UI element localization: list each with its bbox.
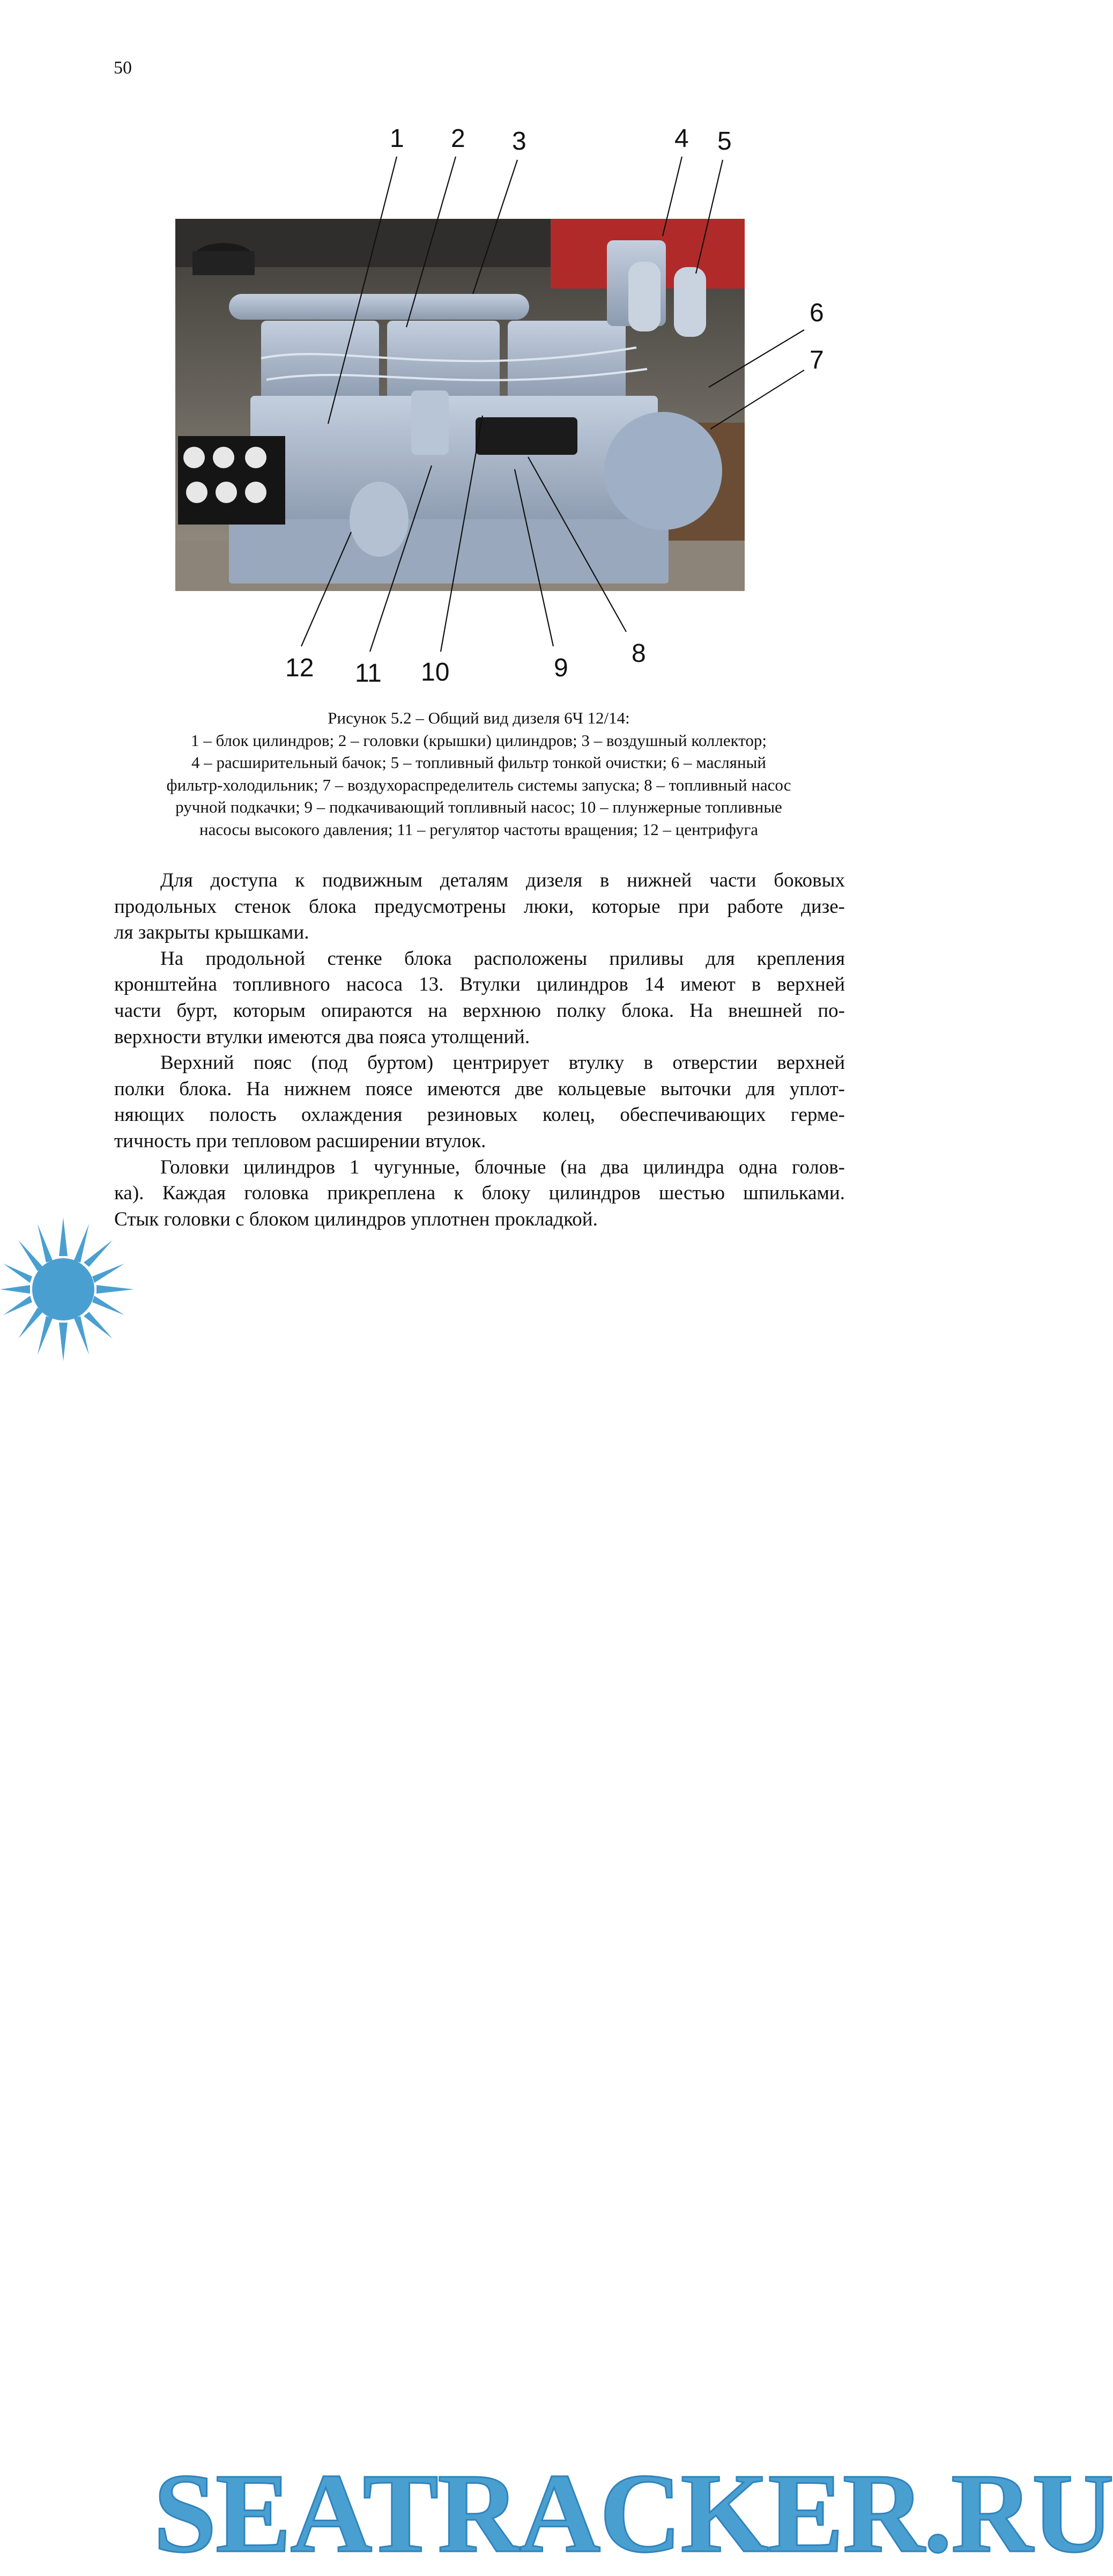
- caption-line: 4 – расширительный бачок; 5 – топливный фильтр тонкой очистки; 6 – масляный: [191, 753, 766, 772]
- callout-11: 11: [355, 659, 382, 688]
- paragraph-line: части бурт, которым опираются на верхнюю полку блока. На внешней по-: [114, 999, 845, 1022]
- diesel-engine-photo: [175, 219, 745, 591]
- callout-9: 9: [554, 654, 568, 682]
- paragraph-line: Для доступа к подвижным деталям дизеля в нижней части боковых: [160, 869, 845, 891]
- caption-line: ручной подкачки; 9 – подкачивающий топливный насос; 10 – плунжерные топливные: [175, 798, 782, 816]
- paragraph-line: тичность при тепловом расширении втулок.: [114, 1130, 486, 1152]
- watermark-text: SEATRACKER.RU: [153, 2450, 1113, 2576]
- caption-title: Рисунок 5.2 – Общий вид дизеля 6Ч 12/14:: [328, 708, 630, 727]
- callout-1: 1: [390, 124, 404, 153]
- caption-line: 1 – блок цилиндров; 2 – головки (крышки) цилиндров; 3 – воздушный коллектор;: [190, 730, 767, 750]
- callout-3: 3: [512, 127, 526, 156]
- paragraph-line: полки блока. На нижнем поясе имеются две кольцевые выточки для уплот-: [114, 1077, 845, 1100]
- callout-10: 10: [421, 658, 450, 687]
- callout-6: 6: [810, 299, 824, 327]
- paragraph-line: ля закрыты крышками.: [114, 921, 309, 944]
- body-text: [114, 868, 845, 1232]
- paragraph-line: верхности втулки имеются два пояса утолщений.: [114, 1025, 530, 1048]
- callout-5: 5: [717, 127, 732, 156]
- watermark: [0, 1217, 1113, 2576]
- sun-burst-icon: [0, 1217, 161, 1361]
- callout-4: 4: [674, 124, 689, 153]
- caption-line: фильтр-холодильник; 7 – воздухораспределитель системы запуска; 8 – топливный насос: [166, 775, 791, 794]
- paragraph-line: На продольной стенке блока расположены приливы для крепления: [160, 947, 845, 970]
- callout-12: 12: [285, 654, 314, 682]
- callout-7: 7: [810, 346, 824, 374]
- callout-2: 2: [451, 124, 465, 153]
- caption-line: насосы высокого давления; 11 – регулятор частоты вращения; 12 – центрифуга: [199, 820, 759, 839]
- paragraph-line: Головки цилиндров 1 чугунные, блочные (на два цилиндра одна голов-: [160, 1156, 845, 1178]
- paragraph-line: няющих полость охлаждения резиновых колец, обеспечивающих герме-: [114, 1104, 845, 1126]
- callout-8: 8: [632, 639, 646, 668]
- paragraph-line: ка). Каждая головка прикреплена к блоку цилиндров шестью шпильками.: [114, 1182, 845, 1205]
- paragraph-line: Стык головки с блоком цилиндров уплотнен прокладкой.: [114, 1208, 598, 1230]
- paragraph-line: Верхний пояс (под буртом) центрирует втулку в отверстии верхней: [160, 1052, 845, 1074]
- paragraph-line: кронштейна топливного насоса 13. Втулки цилиндров 14 имеют в верхней: [114, 973, 845, 996]
- page-number: 50: [114, 58, 132, 78]
- paragraph-line: продольных стенок блока предусмотрены люки, которые при работе дизе-: [114, 895, 845, 918]
- figure: [0, 0, 958, 697]
- figure-caption: [107, 707, 850, 840]
